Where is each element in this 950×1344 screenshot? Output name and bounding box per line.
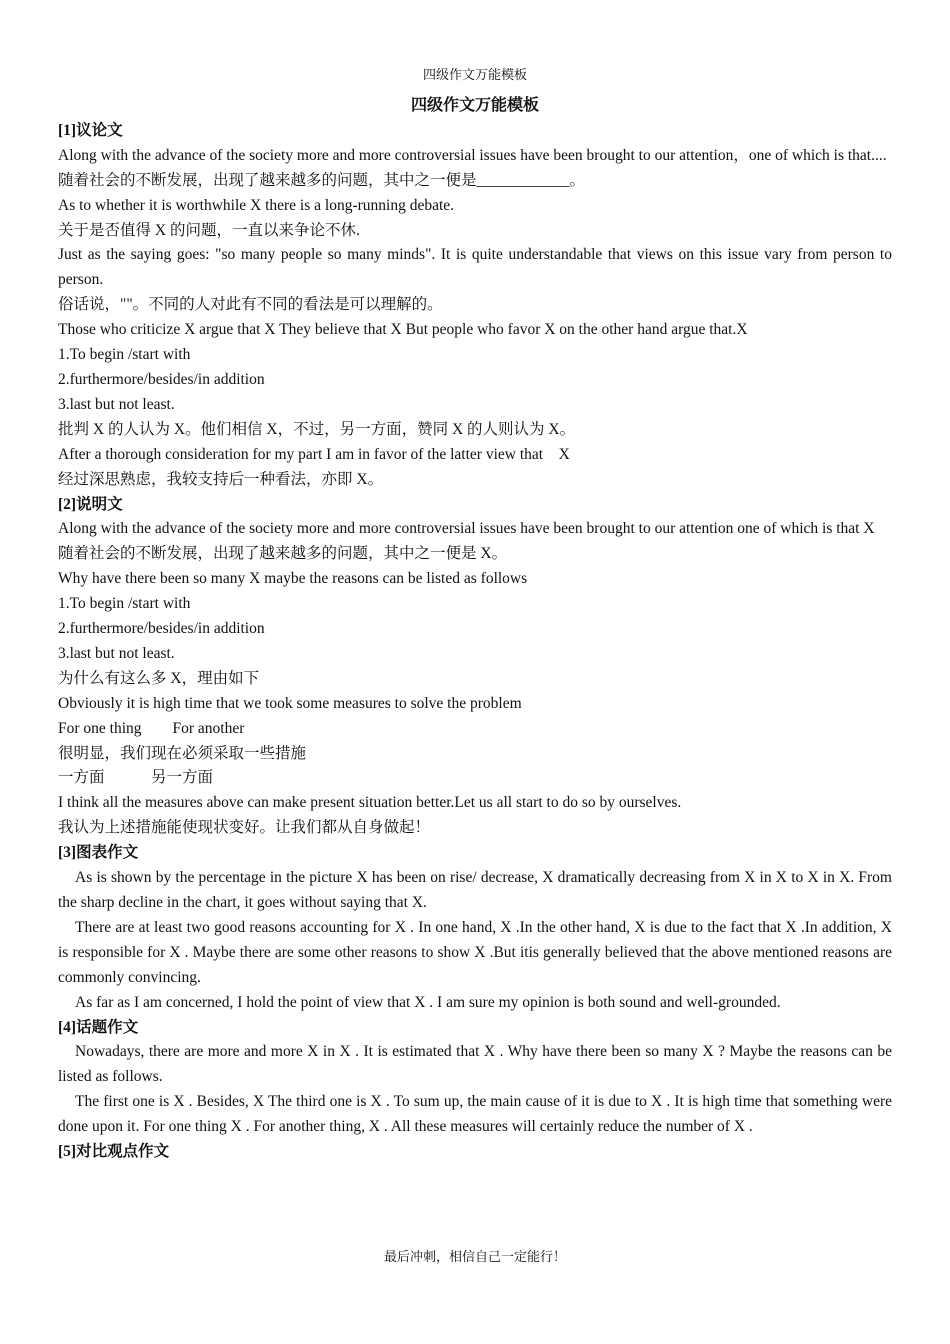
list-item: 1.To begin /start with	[58, 595, 191, 613]
paragraph: 随着社会的不断发展，出现了越来越多的问题，其中之一便是 X。	[58, 545, 508, 563]
list-item: 1.To begin /start with	[58, 346, 191, 364]
paragraph: 批判 X 的人认为 X。他们相信 X，不过，另一方面，赞同 X 的人则认为 X。	[58, 420, 576, 438]
paragraph: 俗话说，""。不同的人对此有不同的看法是可以理解的。	[58, 296, 443, 314]
paragraph: 我认为上述措施能使现状变好。让我们都从自身做起！	[58, 819, 431, 837]
paragraph: Just as the saying goes: "so many people so many minds". It is quite understandable that views on this issue vary from person to person.	[58, 246, 892, 289]
paragraph: Those who criticize X argue that X They believe that X But people who favor X on the other hand argue that.X	[58, 321, 748, 339]
section-heading-topic-essay: [4]话题作文	[58, 1018, 139, 1036]
paragraph: 随着社会的不断发展，出现了越来越多的问题，其中之一便是____________。	[58, 171, 586, 189]
paragraph: Nowadays, there are more and more X in X . It is estimated that X . Why have there been so many X ? Maybe the reasons can be listed as follows.	[58, 1043, 892, 1086]
document-body	[58, 94, 892, 1165]
running-footer: 最后冲刺，相信自己一定能行！	[383, 1249, 566, 1264]
paragraph: As to whether it is worthwhile X there is a long-running debate.	[58, 196, 455, 214]
list-item: 2.furthermore/besides/in addition	[58, 370, 265, 388]
paragraph: As is shown by the percentage in the picture X has been on rise/ decrease, X dramatically decreasing from X in X to X in X. From the sharp decline in the chart, it goes without saying that X.	[58, 869, 892, 911]
list-item: 2.furthermore/besides/in addition	[58, 620, 265, 638]
list-item: 3.last but not least.	[58, 644, 175, 662]
paragraph: After a thorough consideration for my part I am in favor of the latter view that X	[58, 445, 570, 463]
paragraph: I think all the measures above can make present situation better.Let us all start to do so by ourselves.	[58, 794, 682, 812]
paragraph: Obviously it is high time that we took some measures to solve the problem	[58, 694, 522, 712]
paragraph: 关于是否值得 X 的问题，一直以来争论不休.	[58, 221, 360, 239]
list-item: 3.last but not least.	[58, 395, 175, 413]
section-heading-argumentative: [1]议论文	[58, 121, 123, 139]
paragraph: Along with the advance of the society more and more controversial issues have been brought to our attention，one of which is that....	[58, 146, 887, 164]
paragraph: Along with the advance of the society more and more controversial issues have been brought to our attention one of which is that X	[58, 520, 875, 538]
paragraph: 为什么有这么多 X，理由如下	[58, 669, 260, 687]
paragraph: As far as I am concerned, I hold the point of view that X . I am sure my opinion is both sound and well-grounded.	[75, 993, 781, 1011]
section-heading-chart-essay: [3]图表作文	[58, 844, 139, 862]
section-heading-expository: [2]说明文	[58, 495, 123, 513]
paragraph: 一方面 另一方面	[58, 769, 214, 787]
paragraph: The first one is X . Besides, X The third one is X . To sum up, the main cause of it is due to X . It is high time that something were done upon it. For one thing X . For another thing, X . All these measures will certainly reduce the number of X .	[58, 1093, 892, 1136]
document-title: 四级作文万能模板	[410, 97, 539, 114]
running-header: 四级作文万能模板	[422, 67, 527, 82]
paragraph: Why have there been so many X maybe the reasons can be listed as follows	[58, 570, 528, 588]
paragraph: 很明显，我们现在必须采取一些措施	[58, 744, 307, 762]
paragraph: 经过深思熟虑，我较支持后一种看法，亦即 X。	[58, 470, 384, 488]
section-heading-contrast-essay: [5]对比观点作文	[58, 1143, 170, 1161]
paragraph: For one thing For another	[58, 719, 245, 737]
paragraph: There are at least two good reasons accounting for X . In one hand, X .In the other hand, X is due to the fact that X .In addition, X is responsible for X . Maybe there are some other reasons to show X .But itis generally believed that the above mentioned reasons are commonly convincing.	[58, 918, 892, 986]
